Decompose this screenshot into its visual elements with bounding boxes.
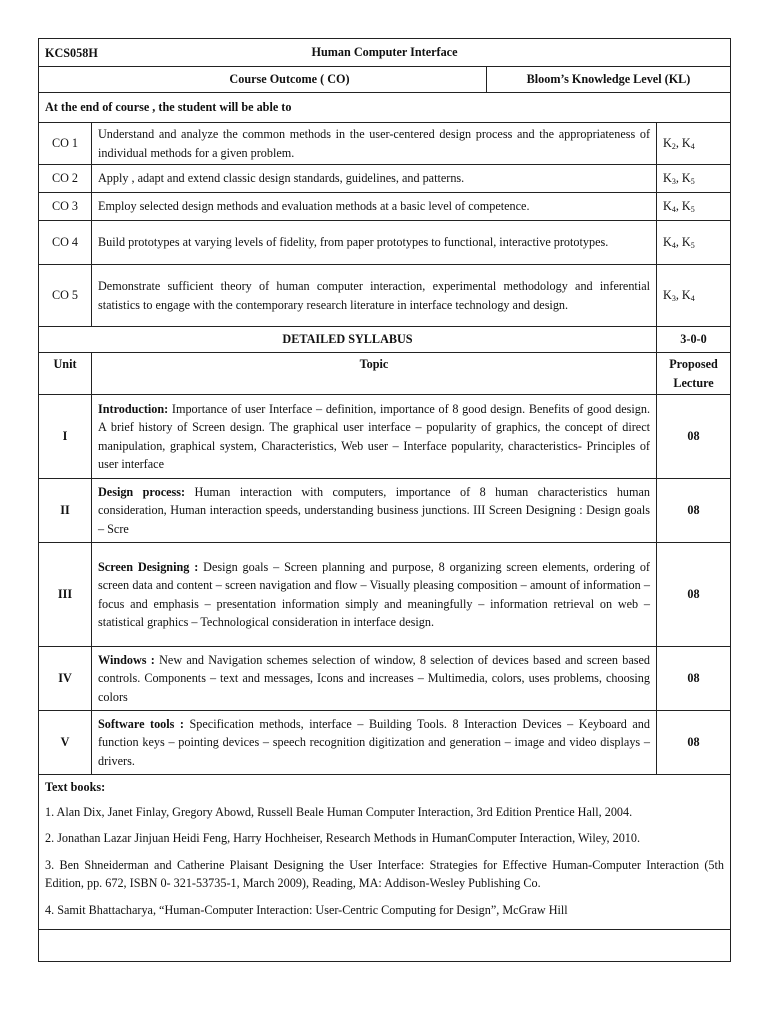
unit-column-header: Unit bbox=[39, 353, 92, 395]
co-text: Demonstrate sufficient theory of human computer interaction, experimental methodology and inferential statistics to engage with the contemporary research literature in interface technology and design. bbox=[92, 265, 657, 327]
unit-lectures: 08 bbox=[657, 395, 731, 479]
textbook-item: 2. Jonathan Lazar Jinjuan Heidi Feng, Harry Hochheiser, Research Methods in HumanComputer Interaction, Wiley, 2010. bbox=[45, 831, 641, 845]
syllabus-table bbox=[38, 38, 731, 962]
course-header-row bbox=[39, 39, 731, 67]
unit-topic bbox=[92, 711, 657, 775]
unit-number: II bbox=[39, 479, 92, 543]
co-knowledge-level: $K_4$, $K_5$ bbox=[657, 221, 731, 265]
unit-topic-title: Introduction: bbox=[98, 401, 169, 416]
lecture-column-header: Proposed Lecture bbox=[657, 353, 731, 395]
unit-topic-body: Specification methods, interface – Building Tools. 8 Interaction Devices – Keyboard and function keys – pointing devices – speech recognition digitization and generation – image and video displays – drivers. bbox=[98, 716, 650, 768]
unit-number: V bbox=[39, 711, 92, 775]
syllabus-title: DETAILED SYLLABUS bbox=[39, 327, 657, 353]
unit-topic bbox=[92, 395, 657, 479]
co-text: Build prototypes at varying levels of fidelity, from paper prototypes to functional, interactive prototypes. bbox=[92, 221, 657, 265]
co-id: CO 3 bbox=[39, 193, 92, 221]
course-outcome-row bbox=[39, 165, 731, 193]
unit-lectures: 08 bbox=[657, 647, 731, 711]
unit-number: III bbox=[39, 543, 92, 647]
co-knowledge-level: $K_3$, $K_5$ bbox=[657, 165, 731, 193]
course-outcome-row bbox=[39, 265, 731, 327]
co-id: CO 1 bbox=[39, 123, 92, 165]
co-id: CO 5 bbox=[39, 265, 92, 327]
intro-text: At the end of course , the student will be able to bbox=[39, 93, 731, 123]
co-knowledge-level: $K_4$, $K_5$ bbox=[657, 193, 731, 221]
knowledge-level-subscript: 2 bbox=[671, 142, 676, 152]
unit-lectures: 08 bbox=[657, 711, 731, 775]
intro-row bbox=[39, 93, 731, 123]
textbook-item: 3. Ben Shneiderman and Catherine Plaisant Designing the User Interface: Strategies for Effective Human-Computer Interaction (5th Edition, pp. 672, ISBN 0- 321-53735-1, March 2009), Reading, MA: Addison-Wesley Publishing Co. bbox=[45, 857, 725, 890]
co-knowledge-level: $K_2$, $K_4$ bbox=[657, 123, 731, 165]
unit-row bbox=[39, 479, 731, 543]
textbook-item: 4. Samit Bhattacharya, “Human-Computer Interaction: User-Centric Computing for Design”, McGraw Hill bbox=[45, 902, 568, 917]
knowledge-level-subscript: 5 bbox=[690, 205, 695, 215]
unit-row bbox=[39, 647, 731, 711]
unit-topic-title: Design process: bbox=[98, 484, 186, 499]
textbooks-heading: Text books: bbox=[45, 780, 106, 794]
unit-row bbox=[39, 395, 731, 479]
co-text: Apply , adapt and extend classic design standards, guidelines, and patterns. bbox=[92, 165, 657, 193]
knowledge-level-subscript: 5 bbox=[690, 177, 695, 187]
co-text: Understand and analyze the common methods in the user-centered design process and the appropriateness of individual methods for a given problem. bbox=[92, 123, 657, 165]
unit-number: I bbox=[39, 395, 92, 479]
syllabus-column-header-row bbox=[39, 353, 731, 395]
unit-row bbox=[39, 543, 731, 647]
knowledge-level-subscript: 4 bbox=[671, 205, 676, 215]
unit-topic-title: Screen Designing : bbox=[98, 559, 199, 574]
unit-topic bbox=[92, 647, 657, 711]
unit-topic bbox=[92, 543, 657, 647]
knowledge-level-subscript: 4 bbox=[671, 241, 676, 251]
course-outcome-row bbox=[39, 221, 731, 265]
co-id: CO 2 bbox=[39, 165, 92, 193]
course-outcome-row bbox=[39, 193, 731, 221]
knowledge-level-subscript: 3 bbox=[671, 177, 676, 187]
knowledge-level-subscript: 4 bbox=[690, 294, 695, 304]
course-code: KCS058H bbox=[45, 46, 98, 60]
unit-number: IV bbox=[39, 647, 92, 711]
unit-row bbox=[39, 711, 731, 775]
knowledge-level-heading: Bloom’s Knowledge Level (KL) bbox=[487, 67, 731, 93]
course-outcome-heading: Course Outcome ( CO) bbox=[39, 67, 487, 93]
unit-topic bbox=[92, 479, 657, 543]
unit-topic-title: Software tools : bbox=[98, 716, 184, 731]
course-outcome-row bbox=[39, 123, 731, 165]
unit-topic-body: Design goals – Screen planning and purpose, 8 organizing screen elements, ordering of screen data and content – screen navigation and flow – Visually pleasing composition – amount of information – focus and emphasis – presentation information simply and meaningfully – information retrieval on web – statistical graphics – Technological consideration in interface design. bbox=[98, 559, 650, 629]
empty-footer-row bbox=[39, 930, 731, 962]
unit-topic-body: Importance of user Interface – definition, importance of 8 good design. Benefits of good design. A brief history of Screen design. The graphical user interface – popularity of graphics, the concept of direct manipulation, graphical system, Characteristics, Web user – Interface popularity, characteristics- Principles of user interface bbox=[98, 401, 650, 471]
unit-lectures: 08 bbox=[657, 479, 731, 543]
empty-cell bbox=[39, 930, 731, 962]
unit-topic-title: Windows : bbox=[98, 652, 155, 667]
unit-topic-body: Human interaction with computers, importance of 8 human characteristics human consideration, Human interaction speeds, understanding business junctions. III Screen Designing : Design goals – Scre bbox=[98, 484, 651, 536]
outcome-header-row bbox=[39, 67, 731, 93]
course-title: Human Computer Interface bbox=[311, 45, 458, 60]
knowledge-level-subscript: 3 bbox=[671, 294, 676, 304]
co-knowledge-level: $K_3$, $K_4$ bbox=[657, 265, 731, 327]
unit-lectures: 08 bbox=[657, 543, 731, 647]
textbook-item: 1. Alan Dix, Janet Finlay, Gregory Abowd, Russell Beale Human Computer Interaction, 3rd Edition Prentice Hall, 2004. bbox=[45, 804, 633, 819]
textbooks-row bbox=[39, 775, 731, 930]
topic-column-header: Topic bbox=[92, 353, 657, 395]
ltp-value: 3-0-0 bbox=[657, 327, 731, 353]
syllabus-title-row bbox=[39, 327, 731, 353]
co-id: CO 4 bbox=[39, 221, 92, 265]
knowledge-level-subscript: 5 bbox=[690, 241, 695, 251]
unit-topic-body: New and Navigation schemes selection of window, 8 selection of devices based and screen based controls. Components – text and messages, Icons and increases – Multimedia, colors, uses problems, choosing colors bbox=[98, 652, 650, 704]
knowledge-level-subscript: 4 bbox=[690, 142, 695, 152]
co-text: Employ selected design methods and evaluation methods at a basic level of competence. bbox=[92, 193, 657, 221]
